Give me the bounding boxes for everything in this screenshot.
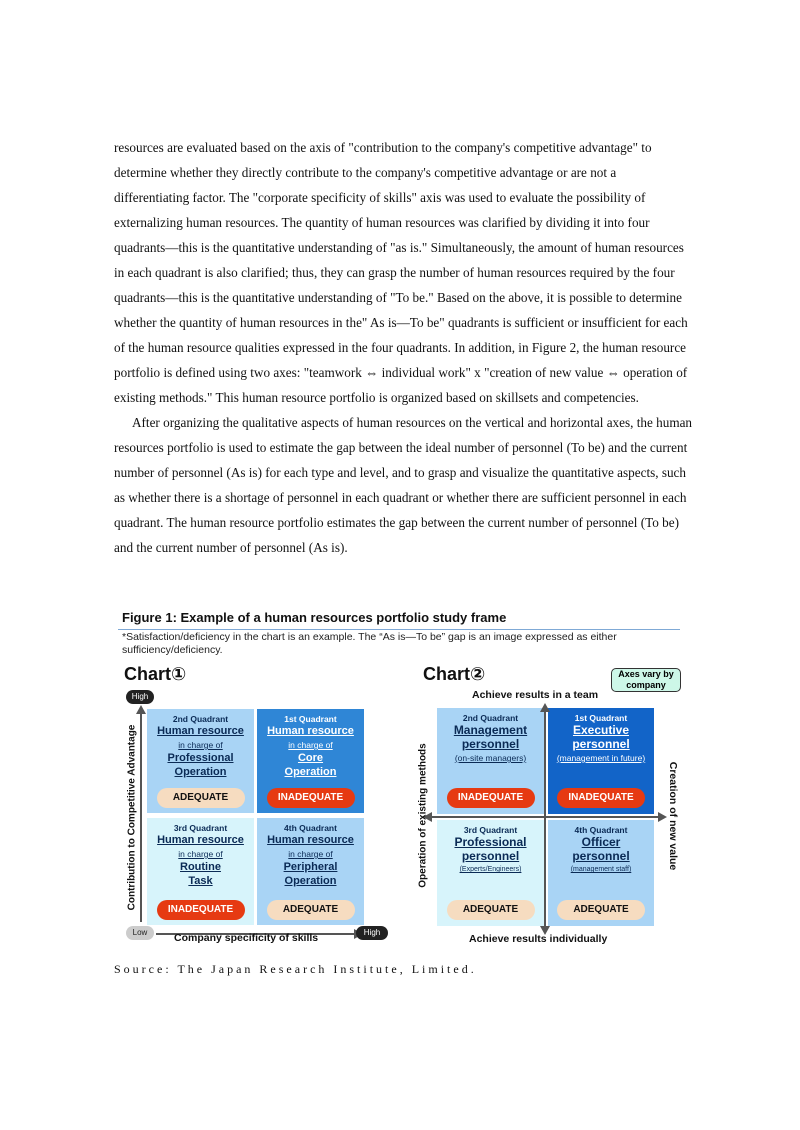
quadrant-name: Professional [454,835,527,849]
quadrant-label: 3rd Quadrant [173,823,228,833]
chart2-horizontal-axis [430,816,660,818]
status-badge: INADEQUATE [557,788,645,808]
source-note: Source: The Japan Research Institute, Limited. [114,962,477,976]
quadrant-name: personnel [461,849,520,863]
chart2-left-axis-label: Operation of existing methods [417,743,429,888]
quadrant-subtitle: (on-site managers) [454,753,527,763]
quadrant-subtitle: (Experts/Engineers) [459,866,522,873]
quadrant-name: Executive [572,723,630,737]
quadrant-name: personnel [572,849,630,863]
status-badge: INADEQUATE [447,788,535,808]
quadrant-title: Human resource [267,725,354,737]
quadrant-name: Operation [284,766,337,778]
quadrant-name: Professional [167,752,234,764]
chart2-right-axis-label: Creation of new value [667,761,679,871]
quadrant-subtitle: in charge of [288,849,333,859]
quadrant-name: Task [188,875,213,887]
body-text [114,135,694,560]
chart1-quadrant-3 [147,818,254,925]
status-badge: INADEQUATE [157,900,245,920]
figure-title: Figure 1: Example of a human resources portfolio study frame [122,610,507,625]
chart2-bottom-axis-label: Achieve results individually [469,933,608,945]
quadrant-subtitle: (management staff) [570,866,632,873]
quadrant-name: Management [453,723,528,737]
quadrant-name: Operation [174,766,227,778]
quadrant-title: Human resource [157,834,244,846]
chart2-label: Chart② [423,664,486,684]
quadrant-title: Human resource [157,725,244,737]
chart1-x-axis-label: Company specificity of skills [174,932,319,944]
quadrant-subtitle: in charge of [288,740,333,750]
quadrant-name: Peripheral [283,861,338,873]
chart1-quadrant-4 [257,818,364,925]
quadrant-name: Operation [284,875,337,887]
quadrant-label: 2nd Quadrant [462,713,519,723]
quadrant-subtitle: in charge of [178,740,223,750]
arrow-right-icon [658,812,667,822]
quadrant-subtitle: in charge of [178,849,223,859]
quadrant-label: 3rd Quadrant [463,825,518,835]
figure [118,610,680,950]
quadrant-name: personnel [461,737,520,751]
chart1-high-right-badge: High [356,926,388,940]
chart2-quadrant-2 [437,708,544,814]
arrow-up-icon [540,703,550,712]
quadrant-name: Routine [180,861,221,873]
quadrant-label: 4th Quadrant [574,825,628,835]
chart1-quadrant-2 [147,709,254,813]
chart2-top-axis-label: Achieve results in a team [472,689,599,701]
paragraph: resources are evaluated based on the axis of "contribution to the company's competitive advantage" to determine whether they directly contribute to the company's competitive advantage or are not a differentiating factor. The "corporate specificity of skills" axis was used to evaluate the possibility of externalizing human resources. The quantity of human resources was clarified by dividing it into four quadrants—this is the quantitative understanding of "as is." Simultaneously, the amount of human resources in each quadrant is also clarified; thus, they can grasp the number of human resources required by the four quadrants—this is the quantitative understanding of "To be." Based on the above, it is possible to determine whether the quantity of human resources in the" As is—To be" quadrants is sufficient or insufficient for each of the human resource qualities expressed in the four quadrants. In addition, in Figure 2, the human resource portfolio is defined using two axes: "teamwork ⇔ individual work" x "creation of new value ⇔ operation of existing methods." This human resource portfolio is organized based on skillsets and competencies. [114,140,688,405]
chart2-quadrant-4 [548,820,654,926]
chart2-vertical-axis [544,710,546,928]
quadrant-label: 4th Quadrant [284,823,337,833]
status-badge: ADEQUATE [267,900,355,920]
chart1-high-top-badge: High [126,690,154,704]
chart2-quadrant-3 [437,820,544,926]
figure-note: *Satisfaction/deficiency in the chart is an example. The “As is—To be” gap is an image expressed as either sufficiency/deficiency. [122,631,617,656]
quadrant-label: 1st Quadrant [574,713,628,723]
figure-rule [118,629,680,630]
chart1-label: Chart① [124,664,187,684]
quadrant-name: personnel [572,737,630,751]
status-badge: ADEQUATE [557,900,645,920]
quadrant-label: 2nd Quadrant [172,714,229,724]
chart1-y-axis [140,710,142,922]
status-badge: INADEQUATE [267,788,355,808]
chart2-callout: Axes vary by company [611,668,681,692]
quadrant-subtitle: (management in future) [556,753,646,763]
chart1-quadrant-1 [257,709,364,813]
status-badge: ADEQUATE [447,900,535,920]
quadrant-name: Core [297,752,324,764]
arrow-up-icon [136,705,146,714]
paragraph: After organizing the qualitative aspects of human resources on the vertical and horizontal axes, the human resources portfolio is used to estimate the gap between the ideal number of personnel (To be) and the current number of personnel (As is) for each type and level, and to grasp and visualize the quantitative aspects, such as whether there is a shortage of personnel in each quadrant or whether there are sufficient personnel in each quadrant. The human resource portfolio estimates the gap between the current number of personnel (To be) and the current number of personnel (As is). [114,415,693,555]
status-badge: ADEQUATE [157,788,245,808]
quadrant-name: Officer [581,835,621,849]
quadrant-title: Human resource [267,834,354,846]
chart1-low-badge: Low [126,926,154,940]
chart2-quadrant-1 [548,708,654,814]
quadrant-label: 1st Quadrant [284,714,337,724]
chart1-y-axis-label: Contribution to Competitive Advantage [126,724,138,911]
